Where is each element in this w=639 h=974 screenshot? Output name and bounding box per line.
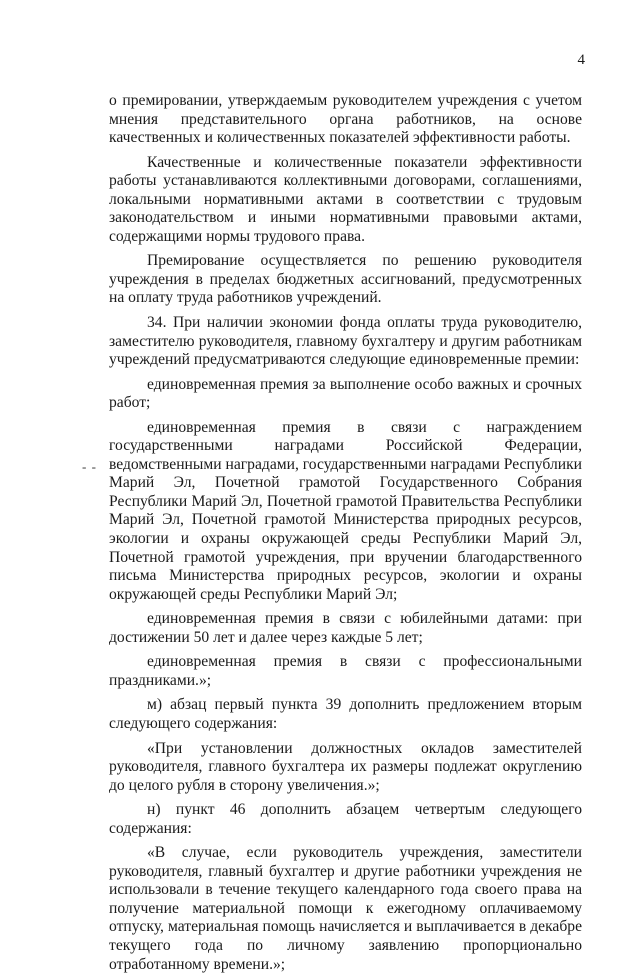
paragraph-continuation: о премировании, утверждаемым руководителем учреждения с учетом мнения представительного органа работников, на основе качественных и количественных показателей эффективности работы.	[109, 92, 582, 147]
paragraph-awards-bonus: единовременная премия в связи с награждением государственными наградами Российской Федерации, ведомственными наградами, государственными наградами Республики Марий Эл, Почетной грамотой Государственного Собрания Республики Марий Эл, Почетной грамотой Правительства Республики Марий Эл, Почетной грамотой Министерства природных ресурсов, экологии и охраны окружающей среды Республики Марий Эл, Почетной грамотой учреждения, при вручении благодарственного письма Министерства природных ресурсов, экологии и охраны окружающей среды Республики Марий Эл;	[109, 418, 582, 603]
paragraph-material-aid: «В случае, если руководитель учреждения, заместители руководителя, главный бухгалтер и другие работники учреждения не использовали в течение текущего календарного года своего права на получение материальной помощи к ежегодному оплачиваемому отпуску, материальная помощь начисляется и выплачивается в декабре текущего года по личному заявлению пропорционально отработанному времени.»;	[109, 844, 582, 973]
paragraph-item-34: 34. При наличии экономии фонда оплаты труда руководителю, заместителю руководителя, главному бухгалтеру и другим работникам учреждений предусматриваются следующие единовременные премии:	[109, 314, 582, 369]
paragraph-anniversary-bonus: единовременная премия в связи с юбилейными датами: при достижении 50 лет и далее через каждые 5 лет;	[109, 610, 582, 646]
paragraph-salary-rounding: «При установлении должностных окладов заместителей руководителя, главного бухгалтера их размеры подлежат округлению до целого рубля в сторону увеличения.»;	[109, 739, 582, 794]
paragraph-amendment-n: н) пункт 46 дополнить абзацем четвертым следующего содержания:	[109, 801, 582, 837]
paragraph-urgent-work-bonus: единовременная премия за выполнение особо важных и срочных работ;	[109, 375, 582, 412]
paragraph-bonus-decision: Премирование осуществляется по решению руководителя учреждения в пределах бюджетных ассигнований, предусмотренных на оплату труда работников учреждений.	[109, 252, 582, 307]
document-body	[109, 92, 582, 974]
paragraph-amendment-m: м) абзац первый пункта 39 дополнить предложением вторым следующего содержания:	[109, 696, 582, 732]
paragraph-holiday-bonus: единовременная премия в связи с профессиональными праздниками.»;	[109, 653, 582, 689]
paragraph-quality-indicators: Качественные и количественные показатели эффективности работы устанавливаются коллективными договорами, соглашениями, локальными нормативными актами в соответствии с трудовым законодательством и иными нормативными правовыми актами, содержащими нормы трудового права.	[109, 153, 582, 245]
margin-mark: - -	[82, 459, 97, 474]
page-number: 4	[577, 52, 585, 68]
